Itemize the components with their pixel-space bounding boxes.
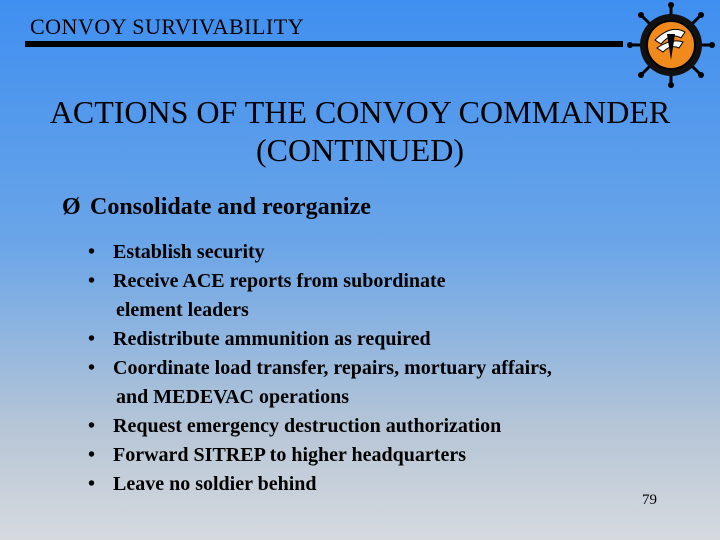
transportation-corps-emblem-icon (627, 2, 715, 88)
list-item (88, 325, 552, 354)
page-number: 79 (642, 492, 657, 508)
bullet-dot-icon: • (88, 357, 96, 379)
bullet-dot-icon: • (88, 328, 96, 350)
list-item-text: Coordinate load transfer, repairs, mortuary affairs, (113, 357, 552, 379)
list-item-text: Receive ACE reports from subordinate (113, 270, 446, 292)
main-bullet (62, 194, 371, 221)
list-item-continuation: and MEDEVAC operations (116, 386, 349, 408)
bullet-dot-icon: • (88, 444, 96, 466)
list-item-text: Redistribute ammunition as required (113, 328, 431, 350)
slide-title (0, 93, 720, 169)
header-title: CONVOY SURVIVABILITY (30, 14, 305, 39)
main-bullet-text: Consolidate and reorganize (90, 194, 371, 220)
bullet-dot-icon: • (88, 241, 96, 263)
list-item-text: Request emergency destruction authorization (113, 415, 502, 437)
bullet-dot-icon: • (88, 270, 96, 292)
list-item (88, 412, 552, 441)
list-item-continuation: element leaders (116, 299, 249, 321)
list-item (88, 470, 552, 499)
bullet-dot-icon: • (88, 473, 96, 495)
list-item (88, 238, 552, 267)
list-item-text: Establish security (113, 241, 265, 263)
header-divider (25, 41, 623, 47)
list-item-text: Leave no soldier behind (113, 473, 317, 495)
list-item (88, 441, 552, 470)
arrow-bullet-icon: Ø (62, 194, 81, 220)
slide-title-line-2: (CONTINUED) (256, 132, 464, 168)
list-item (88, 267, 552, 325)
list-item (88, 354, 552, 412)
slide-title-line-1: ACTIONS OF THE CONVOY COMMANDER (49, 94, 671, 130)
sub-bullet-list (88, 238, 552, 499)
list-item-text: Forward SITREP to higher headquarters (113, 444, 466, 466)
bullet-dot-icon: • (88, 415, 96, 437)
